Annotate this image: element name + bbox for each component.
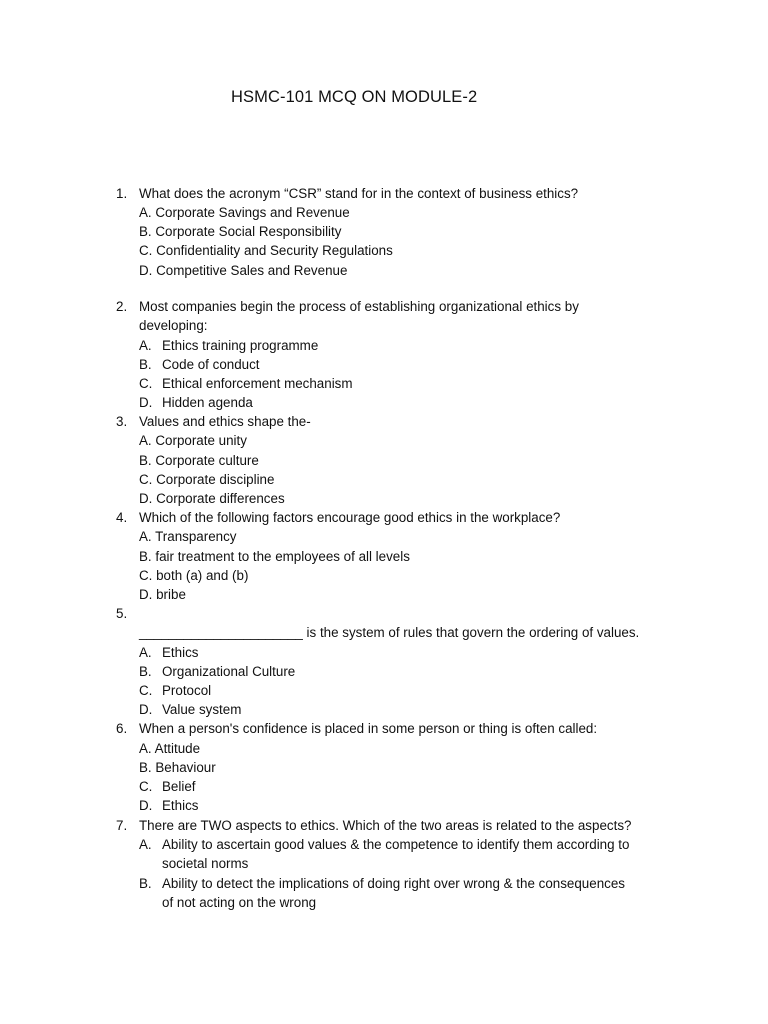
question-4-text: Which of the following factors encourage good ethics in the workplace? — [139, 510, 561, 525]
question-7-option-a-text-line-1: Ability to ascertain good values & the competence to identify them according to — [162, 837, 630, 852]
question-4-option-a: A. Transparency — [139, 529, 237, 544]
question-7-text: There are TWO aspects to ethics. Which of the two areas is related to the aspects? — [139, 818, 632, 833]
question-5-number: 5. — [116, 606, 128, 621]
question-7-option-b-text-line-2: of not acting on the wrong — [162, 895, 317, 910]
question-3-option-b: B. Corporate culture — [139, 453, 259, 468]
question-3-number: 3. — [116, 414, 128, 429]
question-5-option-b-label: B. — [139, 664, 152, 679]
question-1-option-c: C. Confidentiality and Security Regulations — [139, 243, 393, 258]
question-5-option-d-label: D. — [139, 702, 153, 717]
question-5-option-a-text: Ethics — [162, 645, 199, 660]
question-7-option-b-text-line-1: Ability to detect the implications of doing right over wrong & the consequences — [162, 876, 625, 891]
question-3-option-c: C. Corporate discipline — [139, 472, 275, 487]
question-7-number: 7. — [116, 818, 128, 833]
question-1-number: 1. — [116, 186, 128, 201]
question-3-option-a: A. Corporate unity — [139, 433, 247, 448]
question-6-option-a: A. Attitude — [139, 741, 201, 756]
question-6-option-c-label: C. — [139, 779, 153, 794]
question-1-option-a: A. Corporate Savings and Revenue — [139, 205, 350, 220]
question-3-text: Values and ethics shape the- — [139, 414, 311, 429]
question-2-option-b-label: B. — [139, 357, 152, 372]
question-2-text-line-2: developing: — [139, 318, 208, 333]
question-6-option-d-label: D. — [139, 798, 153, 813]
question-1-text: What does the acronym “CSR” stand for in the context of business ethics? — [139, 186, 579, 201]
question-5-option-c-text: Protocol — [162, 683, 212, 698]
question-2-option-b-text: Code of conduct — [162, 357, 260, 372]
question-6-text: When a person's confidence is placed in some person or thing is often called: — [139, 721, 598, 736]
question-2-text-line-1: Most companies begin the process of establishing organizational ethics by — [139, 299, 579, 314]
question-4-option-b: B. fair treatment to the employees of all levels — [139, 549, 410, 564]
question-4-option-c: C. both (a) and (b) — [139, 568, 249, 583]
question-2-option-a-text: Ethics training programme — [162, 338, 319, 353]
question-7-option-a-label: A. — [139, 837, 152, 852]
question-2-option-c-text: Ethical enforcement mechanism — [162, 376, 353, 391]
question-6-option-c-text: Belief — [162, 779, 196, 794]
question-6-option-d-text: Ethics — [162, 798, 199, 813]
question-2-option-c-label: C. — [139, 376, 153, 391]
question-5-option-a-label: A. — [139, 645, 152, 660]
question-2-option-d-text: Hidden agenda — [162, 395, 253, 410]
question-5-option-b-text: Organizational Culture — [162, 664, 296, 679]
question-7-option-a-text-line-2: societal norms — [162, 856, 249, 871]
question-5-option-d-text: Value system — [162, 702, 242, 717]
question-5-option-c-label: C. — [139, 683, 153, 698]
page-title: HSMC-101 MCQ ON MODULE-2 — [231, 88, 478, 106]
question-3-option-d: D. Corporate differences — [139, 491, 285, 506]
question-2-option-d-label: D. — [139, 395, 153, 410]
question-7-option-b-label: B. — [139, 876, 152, 891]
question-6-number: 6. — [116, 721, 128, 736]
question-2-number: 2. — [116, 299, 128, 314]
question-5-text: ______________________ is the system of rules that govern the ordering of values. — [139, 625, 640, 640]
question-1-option-d: D. Competitive Sales and Revenue — [139, 263, 348, 278]
question-6-option-b: B. Behaviour — [139, 760, 216, 775]
question-2-option-a-label: A. — [139, 338, 152, 353]
question-1-option-b: B. Corporate Social Responsibility — [139, 224, 342, 239]
question-4-number: 4. — [116, 510, 128, 525]
question-4-option-d: D. bribe — [139, 587, 186, 602]
